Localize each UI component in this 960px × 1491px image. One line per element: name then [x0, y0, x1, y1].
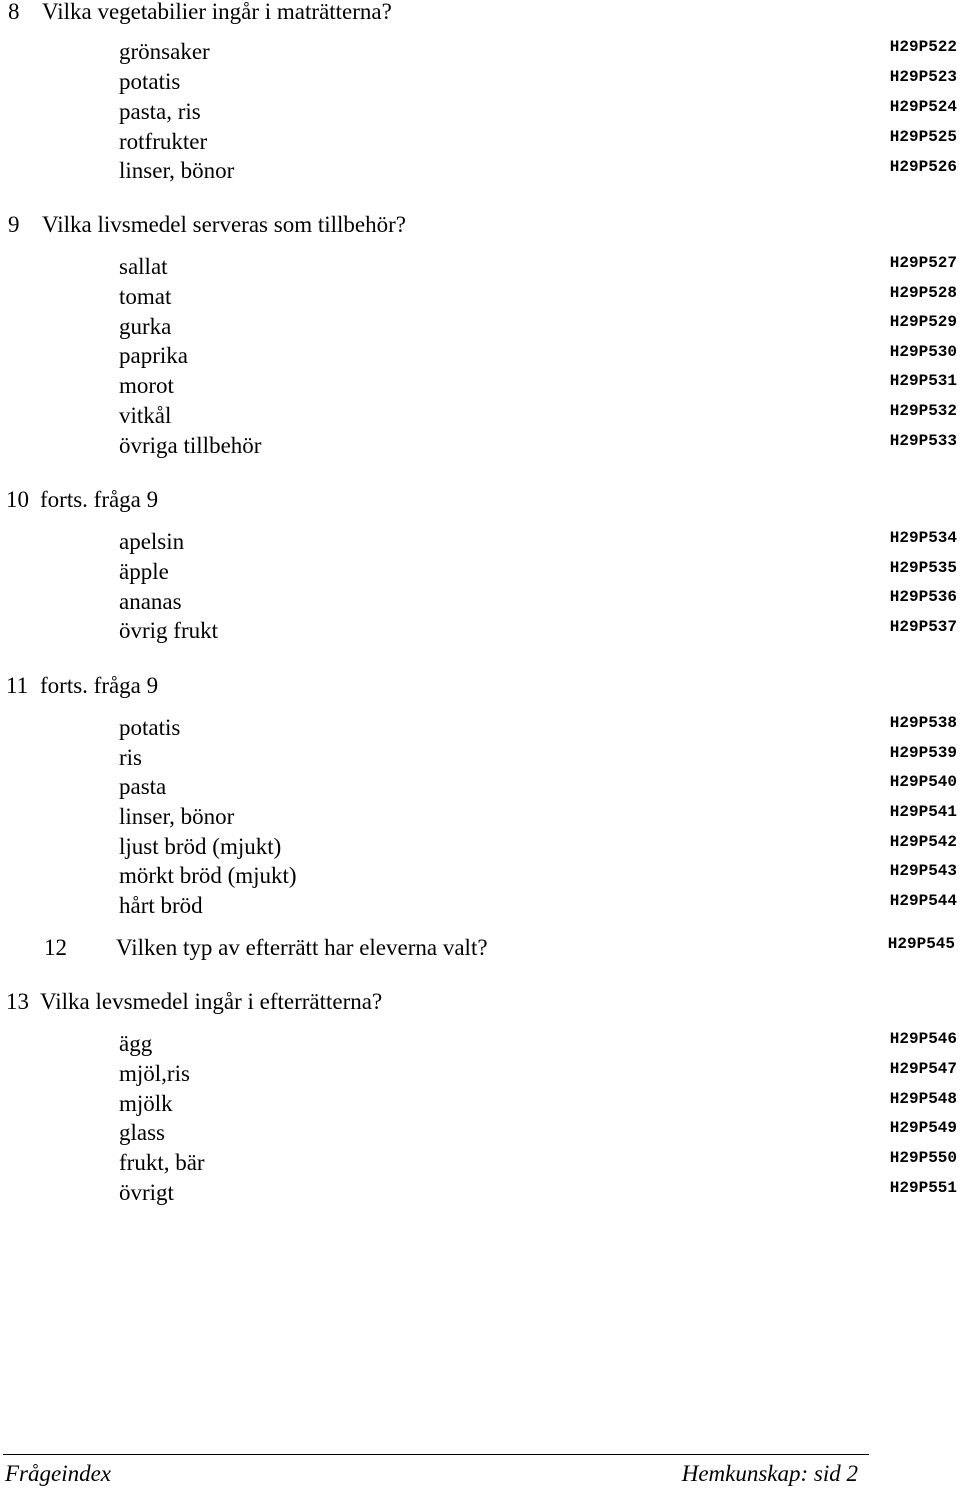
question-11: [6, 672, 158, 700]
answer-option: mjöl,ris: [119, 1061, 190, 1086]
question-text: forts. fråga 9: [40, 487, 159, 512]
answer-option: pasta, ris: [119, 99, 201, 124]
answer-option: övrigt: [119, 1180, 174, 1205]
variable-code: H29P547: [889, 1060, 957, 1078]
variable-code: H29P543: [889, 862, 957, 880]
variable-code: H29P548: [889, 1090, 957, 1108]
answer-option: grönsaker: [119, 39, 210, 64]
variable-code: H29P540: [889, 773, 957, 791]
variable-code: H29P526: [889, 158, 957, 176]
variable-code: H29P530: [889, 343, 957, 361]
answer-option: vitkål: [119, 403, 172, 428]
variable-code: H29P532: [889, 402, 957, 420]
answer-option: ananas: [119, 589, 182, 614]
answer-option: ägg: [119, 1031, 153, 1056]
variable-code: H29P528: [889, 284, 957, 302]
variable-code: H29P545: [887, 935, 955, 953]
answer-option: rotfrukter: [119, 129, 208, 154]
answer-option: gurka: [119, 314, 172, 339]
answer-option: hårt bröd: [119, 893, 203, 918]
question-text: forts. fråga 9: [40, 673, 159, 698]
variable-code: H29P529: [889, 313, 957, 331]
variable-code: H29P542: [889, 833, 957, 851]
question-12: [44, 934, 488, 962]
answer-option: mörkt bröd (mjukt): [119, 863, 297, 888]
answer-option: glass: [119, 1120, 165, 1145]
answer-option: pasta: [119, 774, 167, 799]
variable-code: H29P522: [889, 38, 957, 56]
footer-divider: [3, 1454, 869, 1455]
variable-code: H29P535: [889, 559, 957, 577]
answer-option: potatis: [119, 69, 181, 94]
answer-option: övriga tillbehör: [119, 433, 262, 458]
question-number: 11: [6, 673, 29, 698]
variable-code: H29P536: [889, 588, 957, 606]
question-13: [6, 988, 382, 1016]
footer-left-text: Frågeindex: [5, 1461, 112, 1486]
variable-code: H29P539: [889, 744, 957, 762]
answer-option: potatis: [119, 715, 181, 740]
footer-page-label: Hemkunskap: sid 2: [681, 1461, 858, 1486]
answer-option: apelsin: [119, 529, 185, 554]
question-number: 13: [6, 989, 29, 1014]
question-number: 8: [8, 0, 20, 24]
answer-option: frukt, bär: [119, 1150, 205, 1175]
answer-option: sallat: [119, 254, 168, 279]
variable-code: H29P537: [889, 618, 957, 636]
answer-option: morot: [119, 373, 174, 398]
question-number: 10: [6, 487, 29, 512]
variable-code: H29P527: [889, 254, 957, 272]
question-text: Vilka vegetabilier ingår i maträtterna?: [42, 0, 392, 24]
question-text: Vilka levsmedel ingår i efterrätterna?: [40, 989, 383, 1014]
variable-code: H29P524: [889, 98, 957, 116]
question-text: Vilka livsmedel serveras som tillbehör?: [42, 212, 406, 237]
variable-code: H29P523: [889, 68, 957, 86]
variable-code: H29P550: [889, 1149, 957, 1167]
question-text: Vilken typ av efterrätt har eleverna valt?: [116, 935, 488, 960]
question-9: [8, 211, 406, 239]
answer-option: äpple: [119, 559, 169, 584]
variable-code: H29P525: [889, 128, 957, 146]
variable-code: H29P549: [889, 1119, 957, 1137]
question-number: 9: [8, 212, 20, 237]
question-number: 12: [44, 935, 67, 960]
answer-option: ris: [119, 745, 142, 770]
variable-code: H29P534: [889, 529, 957, 547]
answer-option: paprika: [119, 343, 188, 368]
answer-option: tomat: [119, 284, 172, 309]
variable-code: H29P531: [889, 372, 957, 390]
answer-option: linser, bönor: [119, 804, 235, 829]
variable-code: H29P538: [889, 714, 957, 732]
answer-option: linser, bönor: [119, 158, 235, 183]
variable-code: H29P546: [889, 1030, 957, 1048]
variable-code: H29P541: [889, 803, 957, 821]
variable-code: H29P533: [889, 432, 957, 450]
answer-option: övrig frukt: [119, 618, 219, 643]
variable-code: H29P551: [889, 1179, 957, 1197]
answer-option: mjölk: [119, 1091, 173, 1116]
question-10: [6, 486, 158, 514]
answer-option: ljust bröd (mjukt): [119, 834, 282, 859]
variable-code: H29P544: [889, 892, 957, 910]
question-8: [8, 0, 392, 26]
